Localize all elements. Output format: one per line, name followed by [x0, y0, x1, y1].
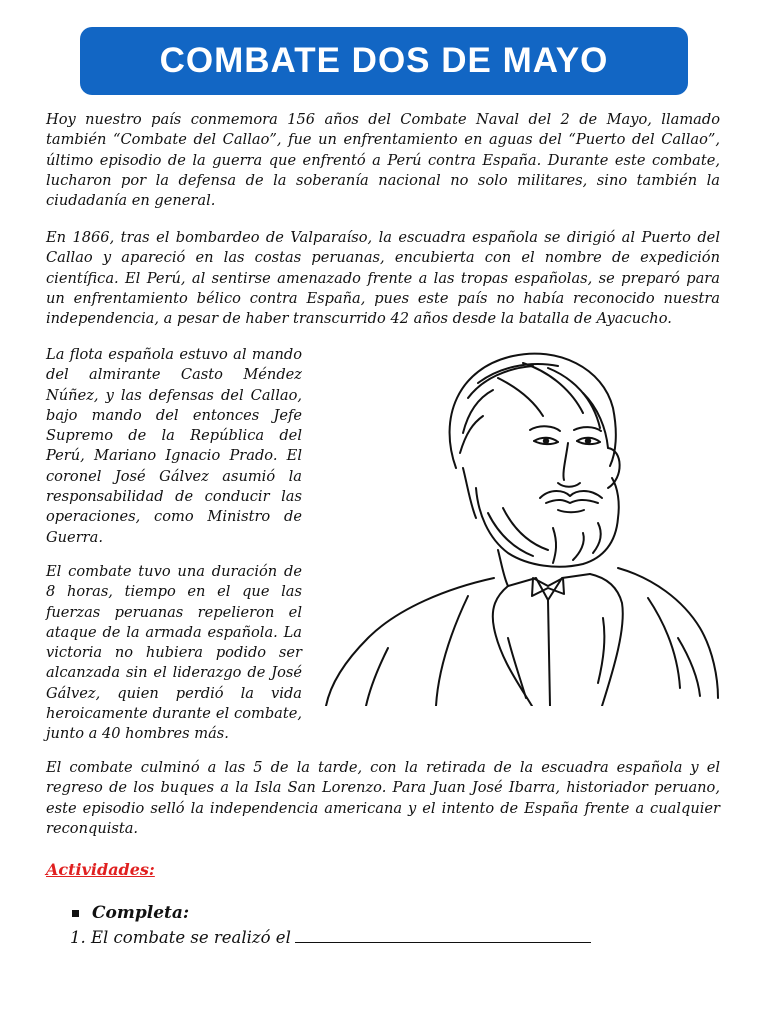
task-title-label: Completa:: [92, 903, 190, 923]
page-title: COMBATE DOS DE MAYO: [159, 41, 609, 80]
paragraph-background: En 1866, tras el bombardeo de Valparaíso, la escuadra española se dirigió al Puerto del Callao y apareció en las costas peruanas, encubierta con el nombre de expedición científica. El Perú, al sentirse amenazado frente a las tropas españolas, se preparó para un enfrentamiento bélico contra España, pues este país no había reconocido nuestra independencia, a pesar de haber transcurrido 42 años desde la batalla de Ayacucho.: [46, 229, 720, 328]
paragraph-commanders: La flota española estuvo al mando del almirante Casto Méndez Núñez, y las defensas del Callao, bajo mando del entonces Jefe Supremo de la República del Perú, Mariano Ignacio Prado. El coronel José Gálvez asumió la responsabilidad de conducir las operaciones, como Ministro de Guerra.: [46, 346, 302, 546]
question-1: [70, 926, 591, 947]
paragraph-duration: El combate tuvo una duración de 8 horas, tiempo en el que las fuerzas peruanas repelieron el ataque de la armada española. La victoria no hubiera podido ser alcanzada sin el liderazgo de José Gálvez, quien perdió la vida heroicamente durante el combate, junto a 40 hombres más.: [46, 563, 302, 743]
answer-blank-line[interactable]: [295, 926, 591, 943]
task-complete: [72, 903, 189, 923]
title-banner: [80, 27, 688, 95]
question-1-text: 1. El combate se realizó el: [70, 928, 291, 947]
paragraph-intro: Hoy nuestro país conmemora 156 años del Combate Naval del 2 de Mayo, llamado también “Combate del Callao”, fue un enfrentamiento en aguas del “Puerto del Callao”, último episodio de la guerra que enfrentó a Perú contra España. Durante este combate, lucharon por la defensa de la soberanía nacional no solo militares, sino también la ciudadanía en general.: [46, 111, 720, 210]
activities-heading: Actividades:: [46, 860, 155, 879]
jose-galvez-portrait: [318, 338, 720, 706]
paragraph-conclusion: El combate culminó a las 5 de la tarde, con la retirada de la escuadra española y el regreso de los buques a la Isla San Lorenzo. Para Juan José Ibarra, historiador peruano, este episodio selló la independencia americana y el intento de España frente a cualquier reconquista.: [46, 759, 720, 837]
square-bullet-icon: [72, 910, 79, 917]
